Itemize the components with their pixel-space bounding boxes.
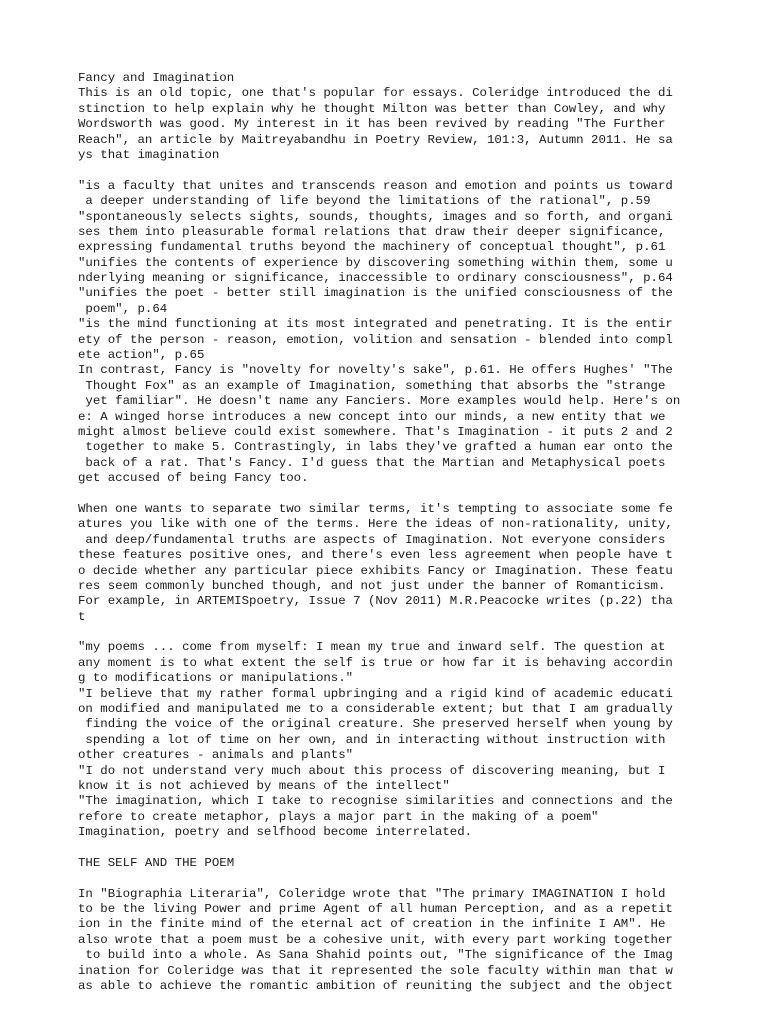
text-line: know it is not achieved by means of the intellect" xyxy=(78,778,450,793)
text-line: might almost believe could exist somewhere. That's Imagination - it puts 2 and 2 xyxy=(78,424,673,439)
text-line: atures you like with one of the terms. Here the ideas of non-rationality, unity, xyxy=(78,517,673,532)
text-line: "is a faculty that unites and transcends reason and emotion and points us toward xyxy=(78,178,673,193)
blank-line xyxy=(78,625,698,640)
text-line: together to make 5. Contrastingly, in labs they've grafted a human ear onto the xyxy=(78,440,673,455)
text-line: "my poems ... come from myself: I mean my true and inward self. The question at xyxy=(78,640,666,655)
text-line: When one wants to separate two similar terms, it's tempting to associate some fe xyxy=(78,501,673,516)
text-line: Imagination, poetry and selfhood become interrelated. xyxy=(78,825,473,840)
text-line: as able to achieve the romantic ambition of reuniting the subject and the object xyxy=(78,979,673,994)
text-line: "I do not understand very much about this process of discovering meaning, but I xyxy=(78,763,666,778)
text-line: For example, in ARTEMISpoetry, Issue 7 (Nov 2011) M.R.Peacocke writes (p.22) tha xyxy=(78,594,673,609)
text-line: a deeper understanding of life beyond the limitations of the rational", p.59 xyxy=(78,194,651,209)
text-line: stinction to help explain why he thought Milton was better than Cowley, and why xyxy=(78,101,666,116)
text-line: ses them into pleasurable formal relations that draw their deeper significance, xyxy=(78,224,666,239)
text-line: "I believe that my rather formal upbringing and a rigid kind of academic educati xyxy=(78,686,673,701)
text-line: This is an old topic, one that's popular for essays. Coleridge introduced the di xyxy=(78,86,673,101)
blank-line xyxy=(78,841,698,856)
text-line: g to modifications or manipulations." xyxy=(78,671,354,686)
text-line: back of a rat. That's Fancy. I'd guess that the Martian and Metaphysical poets xyxy=(78,455,666,470)
document-page xyxy=(78,71,698,994)
text-line: other creatures - animals and plants" xyxy=(78,748,354,763)
text-line: "The imagination, which I take to recognise similarities and connections and the xyxy=(78,794,673,809)
text-line: Thought Fox" as an example of Imagination, something that absorbs the "strange xyxy=(78,378,666,393)
text-line: get accused of being Fancy too. xyxy=(78,471,309,486)
text-line: poem", p.64 xyxy=(78,301,168,316)
blank-line xyxy=(78,487,698,502)
text-line: on modified and manipulated me to a considerable extent; but that I am gradually xyxy=(78,702,673,717)
text-line: to be the living Power and prime Agent of all human Perception, and as a repetit xyxy=(78,902,673,917)
text-line: ion in the finite mind of the eternal act of creation in the infinite I AM". He xyxy=(78,917,666,932)
text-line: ety of the person - reason, emotion, volition and sensation - blended into compl xyxy=(78,332,673,347)
text-line: Fancy and Imagination xyxy=(78,71,235,85)
text-line: THE SELF AND THE POEM xyxy=(78,855,235,870)
text-line: "unifies the contents of experience by discovering something within them, some u xyxy=(78,255,673,270)
text-line: "unifies the poet - better still imagination is the unified consciousness of the xyxy=(78,286,673,301)
text-line: Reach", an article by Maitreyabandhu in Poetry Review, 101:3, Autumn 2011. He sa xyxy=(78,132,673,147)
text-line: res seem commonly bunched though, and not just under the banner of Romanticism. xyxy=(78,578,666,593)
text-line: expressing fundamental truths beyond the machinery of conceptual thought", p.61 xyxy=(78,240,666,255)
text-line: spending a lot of time on her own, and in interacting without instruction with xyxy=(78,732,666,747)
text-line: In contrast, Fancy is "novelty for novelty's sake", p.61. He offers Hughes' "The xyxy=(78,363,673,378)
blank-line xyxy=(78,163,698,178)
text-line: these features positive ones, and there's even less agreement when people have t xyxy=(78,548,673,563)
text-line: o decide whether any particular piece exhibits Fancy or Imagination. These featu xyxy=(78,563,673,578)
text-line: ination for Coleridge was that it represented the sole faculty within man that w xyxy=(78,963,673,978)
text-line: ete action", p.65 xyxy=(78,348,205,363)
text-line: "is the mind functioning at its most integrated and penetrating. It is the entir xyxy=(78,317,673,332)
text-line: any moment is to what extent the self is true or how far it is behaving accordin xyxy=(78,655,673,670)
text-line: and deep/fundamental truths are aspects of Imagination. Not everyone considers xyxy=(78,532,666,547)
text-line: "spontaneously selects sights, sounds, thoughts, images and so forth, and organi xyxy=(78,209,673,224)
text-line: t xyxy=(78,609,86,624)
text-line: e: A winged horse introduces a new concept into our minds, a new entity that we xyxy=(78,409,666,424)
text-line: yet familiar". He doesn't name any Fanciers. More examples would help. Here's on xyxy=(78,394,681,409)
text-line: refore to create metaphor, plays a major part in the making of a poem" xyxy=(78,809,599,824)
blank-line xyxy=(78,871,698,886)
text-line: Wordsworth was good. My interest in it has been revived by reading "The Further xyxy=(78,117,666,132)
text-line: nderlying meaning or significance, inaccessible to ordinary consciousness", p.64 xyxy=(78,271,673,286)
text-line: also wrote that a poem must be a cohesive unit, with every part working together xyxy=(78,932,673,947)
text-line: ys that imagination xyxy=(78,147,220,162)
text-line: In "Biographia Literaria", Coleridge wrote that "The primary IMAGINATION I hold xyxy=(78,886,666,901)
text-line: finding the voice of the original creature. She preserved herself when young by xyxy=(78,717,673,732)
text-line: to build into a whole. As Sana Shahid points out, "The significance of the Imag xyxy=(78,948,673,963)
